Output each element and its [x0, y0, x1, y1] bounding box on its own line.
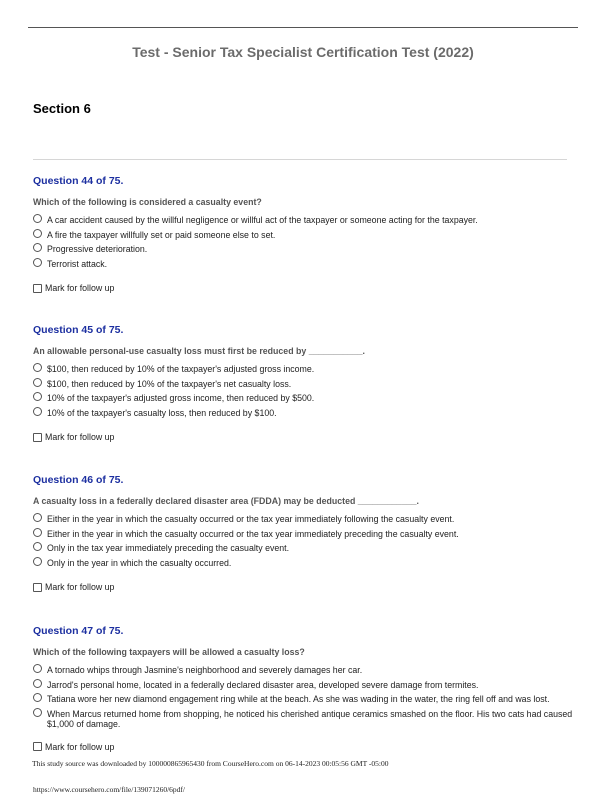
answer-option[interactable]	[33, 364, 578, 375]
answer-option[interactable]	[33, 543, 578, 554]
answer-option[interactable]	[33, 408, 578, 419]
answer-option[interactable]	[33, 665, 578, 676]
option-label: Only in the tax year immediately preceding the casualty event.	[47, 543, 290, 553]
option-label: 10% of the taxpayer's adjusted gross income, then reduced by $500.	[47, 393, 315, 403]
question-47	[33, 624, 578, 752]
option-label: $100, then reduced by 10% of the taxpayer's net casualty loss.	[47, 378, 292, 389]
question-prompt: An allowable personal-use casualty loss must first be reduced by ___________.	[33, 346, 365, 356]
radio-button[interactable]	[33, 258, 42, 267]
question-title: Question 45 of 75.	[33, 324, 124, 336]
answer-option[interactable]	[33, 244, 578, 255]
radio-button[interactable]	[33, 229, 42, 238]
option-label: Either in the year in which the casualty occurred or the tax year immediately preceding the casualty event.	[47, 528, 459, 539]
mark-follow-up[interactable]	[33, 432, 578, 442]
answer-option[interactable]	[33, 393, 578, 404]
answer-option[interactable]	[33, 215, 578, 226]
radio-button[interactable]	[33, 214, 42, 223]
question-45	[33, 323, 578, 442]
answer-option[interactable]	[33, 558, 578, 569]
radio-button[interactable]	[33, 557, 42, 566]
radio-button[interactable]	[33, 708, 42, 717]
option-label: A car accident caused by the willful negligence or willful act of the taxpayer or someone acting for the taxpayer.	[47, 215, 478, 225]
answer-options	[33, 364, 578, 418]
option-label: Only in the year in which the casualty occurred.	[47, 557, 232, 568]
section-heading: Section 6	[33, 101, 91, 116]
option-label: 10% of the taxpayer's casualty loss, then reduced by $100.	[47, 407, 277, 418]
option-label: $100, then reduced by 10% of the taxpayer's adjusted gross income.	[47, 364, 315, 374]
answer-option[interactable]	[33, 694, 578, 705]
top-rule	[28, 27, 578, 28]
follow-up-checkbox[interactable]	[33, 583, 42, 592]
radio-button[interactable]	[33, 528, 42, 537]
source-url[interactable]: https://www.coursehero.com/file/139071260/6pdf/	[33, 785, 185, 794]
answer-options	[33, 665, 578, 730]
mark-follow-up[interactable]	[33, 582, 578, 592]
answer-option[interactable]	[33, 529, 578, 540]
radio-button[interactable]	[33, 392, 42, 401]
question-44	[33, 174, 578, 293]
answer-option[interactable]	[33, 680, 578, 691]
question-prompt: Which of the following is considered a casualty event?	[33, 197, 262, 207]
radio-button[interactable]	[33, 679, 42, 688]
radio-button[interactable]	[33, 243, 42, 252]
radio-button[interactable]	[33, 378, 42, 387]
document-title: Test - Senior Tax Specialist Certification Test (2022)	[132, 44, 474, 60]
question-title: Question 44 of 75.	[33, 175, 124, 187]
answer-options	[33, 514, 578, 568]
follow-up-label: Mark for follow up	[45, 283, 115, 293]
option-label: Jarrod's personal home, located in a federally declared disaster area, developed severe damage from termites.	[47, 679, 479, 690]
follow-up-label: Mark for follow up	[45, 741, 115, 752]
option-label: Terrorist attack.	[47, 258, 108, 269]
answer-option[interactable]	[33, 709, 578, 730]
option-label: When Marcus returned home from shopping, he noticed his cherished antique ceramics smashed on the floor. His two cats had caused $1,000 of damage.	[47, 708, 573, 729]
option-label: A tornado whips through Jasmine's neighborhood and severely damages her car.	[47, 665, 363, 675]
section-divider	[33, 159, 567, 160]
answer-options	[33, 215, 578, 269]
radio-button[interactable]	[33, 542, 42, 551]
question-46	[33, 473, 578, 592]
option-label: Either in the year in which the casualty occurred or the tax year immediately following the casualty event.	[47, 514, 455, 524]
mark-follow-up[interactable]	[33, 742, 578, 752]
follow-up-checkbox[interactable]	[33, 284, 42, 293]
question-title: Question 46 of 75.	[33, 474, 124, 486]
mark-follow-up[interactable]	[33, 283, 578, 293]
follow-up-checkbox[interactable]	[33, 433, 42, 442]
answer-option[interactable]	[33, 230, 578, 241]
radio-button[interactable]	[33, 693, 42, 702]
download-notice: This study source was downloaded by 100000865965430 from CourseHero.com on 06-14-2023 00:05:56 GMT -05:00	[32, 759, 389, 768]
option-label: A fire the taxpayer willfully set or paid someone else to set.	[47, 229, 276, 240]
question-prompt: A casualty loss in a federally declared disaster area (FDDA) may be deducted ____________.	[33, 496, 419, 506]
radio-button[interactable]	[33, 363, 42, 372]
radio-button[interactable]	[33, 664, 42, 673]
answer-option[interactable]	[33, 514, 578, 525]
answer-option[interactable]	[33, 379, 578, 390]
answer-option[interactable]	[33, 259, 578, 270]
radio-button[interactable]	[33, 513, 42, 522]
option-label: Tatiana wore her new diamond engagement ring while at the beach. As she was wading in the water, the ring fell off and was lost.	[47, 694, 550, 704]
follow-up-label: Mark for follow up	[45, 582, 115, 592]
option-label: Progressive deterioration.	[47, 244, 148, 254]
follow-up-checkbox[interactable]	[33, 742, 42, 751]
question-title: Question 47 of 75.	[33, 625, 124, 637]
question-prompt: Which of the following taxpayers will be allowed a casualty loss?	[33, 647, 305, 657]
follow-up-label: Mark for follow up	[45, 432, 115, 442]
radio-button[interactable]	[33, 407, 42, 416]
